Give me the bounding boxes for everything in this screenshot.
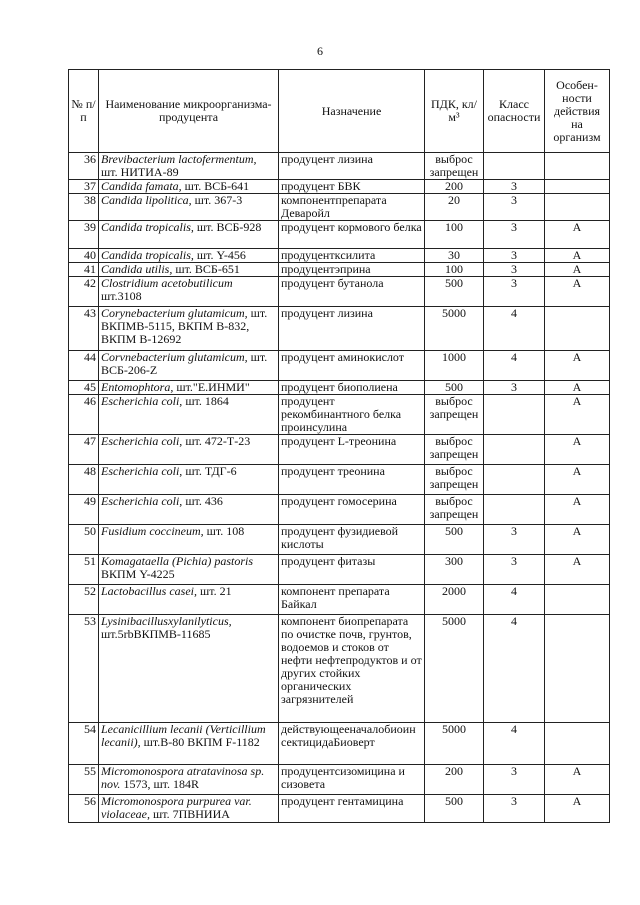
organism-name: Escherichia coli, — [101, 394, 183, 408]
strain-name: шт. 108 — [206, 524, 245, 538]
hazard-class-cell: 3 — [484, 381, 545, 395]
organism-name: Candida famata, — [101, 179, 182, 193]
organism-cell — [99, 765, 279, 795]
table-row — [69, 795, 610, 823]
organism-name: Candida tropicalis, — [101, 220, 194, 234]
strain-name: шт. ВСБ-206-Z — [101, 350, 268, 377]
strain-name: шт. ВСБ-928 — [196, 220, 262, 234]
organism-cell — [99, 381, 279, 395]
row-number: 43 — [69, 307, 99, 351]
strain-name: шт.3108 — [101, 289, 142, 303]
feature-cell: А — [545, 435, 610, 465]
pdk-cell: 20 — [425, 194, 484, 221]
row-number: 53 — [69, 615, 99, 723]
table-row — [69, 277, 610, 307]
feature-cell: А — [545, 381, 610, 395]
table-row — [69, 525, 610, 555]
table-row — [69, 585, 610, 615]
strain-name: шт. 1864 — [185, 394, 229, 408]
pdk-cell: 300 — [425, 555, 484, 585]
purpose-cell: продуцент треонина — [279, 465, 425, 495]
row-number: 52 — [69, 585, 99, 615]
hazard-class-cell — [484, 395, 545, 435]
pdk-cell: 100 — [425, 263, 484, 277]
table-row — [69, 495, 610, 525]
purpose-cell: продуцент кормового белка — [279, 221, 425, 249]
organism-name: Escherichia coli, — [101, 434, 183, 448]
purpose-cell: продуцент лизина — [279, 153, 425, 180]
purpose-cell: продуцент L-треонина — [279, 435, 425, 465]
row-number: 45 — [69, 381, 99, 395]
table-row — [69, 153, 610, 180]
purpose-cell: действующееначалобиоин сектицидаБиоверт — [279, 723, 425, 765]
purpose-cell: продуцент гентамицина — [279, 795, 425, 823]
organism-name: Lysinibacillusxylanilyticus, — [101, 614, 232, 628]
table-header-row — [69, 70, 610, 153]
organism-cell — [99, 585, 279, 615]
purpose-cell: продуцентсизомицина и сизовета — [279, 765, 425, 795]
pdk-cell: выброс запрещен — [425, 495, 484, 525]
table-row — [69, 723, 610, 765]
organism-cell — [99, 277, 279, 307]
row-number: 56 — [69, 795, 99, 823]
organism-name: Candida utilis, — [101, 262, 173, 276]
row-number: 40 — [69, 249, 99, 263]
organism-name: Brevibacterium lactofermentum, — [101, 152, 257, 166]
hazard-class-cell: 3 — [484, 525, 545, 555]
row-number: 55 — [69, 765, 99, 795]
organism-cell — [99, 395, 279, 435]
feature-cell — [545, 615, 610, 723]
pdk-cell: 2000 — [425, 585, 484, 615]
strain-name: шт. 21 — [200, 584, 232, 598]
organism-name: Clostridium acetobutilicum — [101, 276, 233, 290]
feature-cell — [545, 180, 610, 194]
row-number: 41 — [69, 263, 99, 277]
hazard-class-cell — [484, 465, 545, 495]
row-number: 51 — [69, 555, 99, 585]
purpose-cell: продуцент бутанола — [279, 277, 425, 307]
table-row — [69, 351, 610, 381]
row-number: 48 — [69, 465, 99, 495]
organism-name: Candida lipolitica, — [101, 193, 192, 207]
table-row — [69, 180, 610, 194]
purpose-cell: компонентпрепарата Деваройл — [279, 194, 425, 221]
feature-cell: А — [545, 555, 610, 585]
hazard-class-cell: 3 — [484, 194, 545, 221]
table-row — [69, 395, 610, 435]
hazard-class-cell: 4 — [484, 585, 545, 615]
purpose-cell: продуцент аминокислот — [279, 351, 425, 381]
organism-name: Candida tropicalis, — [101, 248, 194, 262]
pdk-cell: выброс запрещен — [425, 395, 484, 435]
pdk-cell: 5000 — [425, 723, 484, 765]
purpose-cell: продуцентэприна — [279, 263, 425, 277]
pdk-cell: 500 — [425, 795, 484, 823]
row-number: 44 — [69, 351, 99, 381]
pdk-cell: 1000 — [425, 351, 484, 381]
strain-name: шт. ВСБ-641 — [184, 179, 250, 193]
organism-name: Lactobacillus casei, — [101, 584, 197, 598]
table-row — [69, 465, 610, 495]
strain-name: шт.В-80 ВКПМ F-1182 — [143, 735, 260, 749]
pdk-cell: 5000 — [425, 307, 484, 351]
row-number: 47 — [69, 435, 99, 465]
row-number: 42 — [69, 277, 99, 307]
hazard-class-cell: 3 — [484, 263, 545, 277]
organism-name: Entomophtora, — [101, 380, 174, 394]
organism-cell — [99, 465, 279, 495]
organism-cell — [99, 180, 279, 194]
feature-cell: А — [545, 351, 610, 381]
header-name: Наименование микроорганизма-продуцента — [99, 70, 279, 153]
header-num: № п/п — [69, 70, 99, 153]
pdk-cell: 100 — [425, 221, 484, 249]
feature-cell — [545, 307, 610, 351]
strain-name: шт. 472-Т-23 — [185, 434, 251, 448]
hazard-class-cell: 3 — [484, 221, 545, 249]
strain-name: ВКПМ Y-4225 — [101, 567, 175, 581]
organism-cell — [99, 351, 279, 381]
hazard-class-cell: 3 — [484, 765, 545, 795]
row-number: 39 — [69, 221, 99, 249]
organism-name: Fusidium coccineum, — [101, 524, 204, 538]
organism-name: Lecanicillium lecanii (Verticillium lecanii), — [101, 722, 266, 749]
hazard-class-cell: 4 — [484, 615, 545, 723]
purpose-cell: продуцент рекомбинантного белка проинсулина — [279, 395, 425, 435]
feature-cell: А — [545, 465, 610, 495]
table-row — [69, 249, 610, 263]
header-pdk: ПДК, кл/м³ — [425, 70, 484, 153]
strain-name: шт. 436 — [185, 494, 223, 508]
purpose-cell: продуцент фузидиевой кислоты — [279, 525, 425, 555]
pdk-cell: выброс запрещен — [425, 153, 484, 180]
table-row — [69, 221, 610, 249]
strain-name: шт. ВСБ-651 — [175, 262, 240, 276]
table-row — [69, 263, 610, 277]
table-body — [69, 153, 610, 823]
page-number: 6 — [317, 44, 323, 58]
purpose-cell: продуцент БВК — [279, 180, 425, 194]
pdk-cell: выброс запрещен — [425, 465, 484, 495]
header-purpose: Назначение — [279, 70, 425, 153]
organism-name: Corvnebacterium glutamicum, — [101, 350, 248, 364]
strain-name: 1573, шт. 184R — [123, 777, 200, 791]
row-number: 50 — [69, 525, 99, 555]
hazard-class-cell — [484, 495, 545, 525]
organism-name: Escherichia coli, — [101, 494, 183, 508]
purpose-cell: продуценткcилита — [279, 249, 425, 263]
hazard-class-cell: 3 — [484, 795, 545, 823]
table-row — [69, 381, 610, 395]
hazard-class-cell: 4 — [484, 307, 545, 351]
feature-cell — [545, 194, 610, 221]
hazard-class-cell: 3 — [484, 555, 545, 585]
pdk-cell: 500 — [425, 381, 484, 395]
organism-cell — [99, 555, 279, 585]
row-number: 46 — [69, 395, 99, 435]
pdk-cell: 30 — [425, 249, 484, 263]
organism-cell — [99, 307, 279, 351]
hazard-class-cell: 4 — [484, 351, 545, 381]
pdk-cell: 500 — [425, 277, 484, 307]
feature-cell: А — [545, 395, 610, 435]
strain-name: шт. ВКПМВ-5115, ВКПМ В-832, ВКПМ В-12692 — [101, 306, 268, 346]
microorganism-table — [68, 69, 610, 823]
organism-name: Komagataella (Pichia) pastoris — [101, 554, 253, 568]
feature-cell — [545, 723, 610, 765]
pdk-cell: 200 — [425, 765, 484, 795]
pdk-cell: 5000 — [425, 615, 484, 723]
strain-name: шт."Е.ИНМИ" — [176, 380, 250, 394]
strain-name: шт.5rbВКПМВ-11685 — [101, 627, 211, 641]
table-row — [69, 555, 610, 585]
purpose-cell: продуцент фитазы — [279, 555, 425, 585]
pdk-cell: выброс запрещен — [425, 435, 484, 465]
organism-cell — [99, 795, 279, 823]
hazard-class-cell: 3 — [484, 249, 545, 263]
purpose-cell: продуцент лизина — [279, 307, 425, 351]
header-features: Особен-ности действия на организм — [545, 70, 610, 153]
strain-name: шт. Y-456 — [196, 248, 246, 262]
row-number: 36 — [69, 153, 99, 180]
strain-name: шт. НИТИА-89 — [101, 165, 179, 179]
feature-cell: А — [545, 495, 610, 525]
feature-cell: А — [545, 795, 610, 823]
hazard-class-cell: 3 — [484, 277, 545, 307]
organism-cell — [99, 723, 279, 765]
feature-cell: А — [545, 525, 610, 555]
row-number: 54 — [69, 723, 99, 765]
header-hazard: Класс опасности — [484, 70, 545, 153]
table-row — [69, 765, 610, 795]
organism-cell — [99, 435, 279, 465]
feature-cell: А — [545, 765, 610, 795]
organism-cell — [99, 194, 279, 221]
feature-cell — [545, 585, 610, 615]
strain-name: шт. 367-3 — [194, 193, 243, 207]
feature-cell: А — [545, 249, 610, 263]
pdk-cell: 500 — [425, 525, 484, 555]
feature-cell — [545, 153, 610, 180]
hazard-class-cell: 4 — [484, 723, 545, 765]
organism-cell — [99, 249, 279, 263]
purpose-cell: продуцент гомосерина — [279, 495, 425, 525]
organism-cell — [99, 263, 279, 277]
hazard-class-cell — [484, 435, 545, 465]
hazard-class-cell — [484, 153, 545, 180]
feature-cell: А — [545, 277, 610, 307]
organism-cell — [99, 153, 279, 180]
organism-cell — [99, 221, 279, 249]
row-number: 49 — [69, 495, 99, 525]
purpose-cell: продуцент биополиена — [279, 381, 425, 395]
strain-name: шт. 7ПВНИИА — [152, 807, 230, 821]
table-row — [69, 194, 610, 221]
organism-name: Micromonospora purpurea var. violaceae, — [101, 794, 252, 821]
pdk-cell: 200 — [425, 180, 484, 194]
purpose-cell: компонент препарата Байкал — [279, 585, 425, 615]
table-row — [69, 307, 610, 351]
organism-name: Micromonospora atratavinosa sp. nov. — [101, 764, 265, 791]
row-number: 38 — [69, 194, 99, 221]
strain-name: шт. ТДГ-6 — [185, 464, 237, 478]
purpose-cell: компонент биопрепарата по очистке почв, грунтов, водоемов и стоков от нефти нефтепродуктов и от других стойких органических загрязнителей — [279, 615, 425, 723]
organism-cell — [99, 525, 279, 555]
organism-name: Corynebacterium glutamicum, — [101, 306, 248, 320]
organism-cell — [99, 615, 279, 723]
organism-cell — [99, 495, 279, 525]
feature-cell: А — [545, 221, 610, 249]
table-row — [69, 615, 610, 723]
hazard-class-cell: 3 — [484, 180, 545, 194]
feature-cell: А — [545, 263, 610, 277]
row-number: 37 — [69, 180, 99, 194]
organism-name: Escherichia coli, — [101, 464, 183, 478]
table-row — [69, 435, 610, 465]
